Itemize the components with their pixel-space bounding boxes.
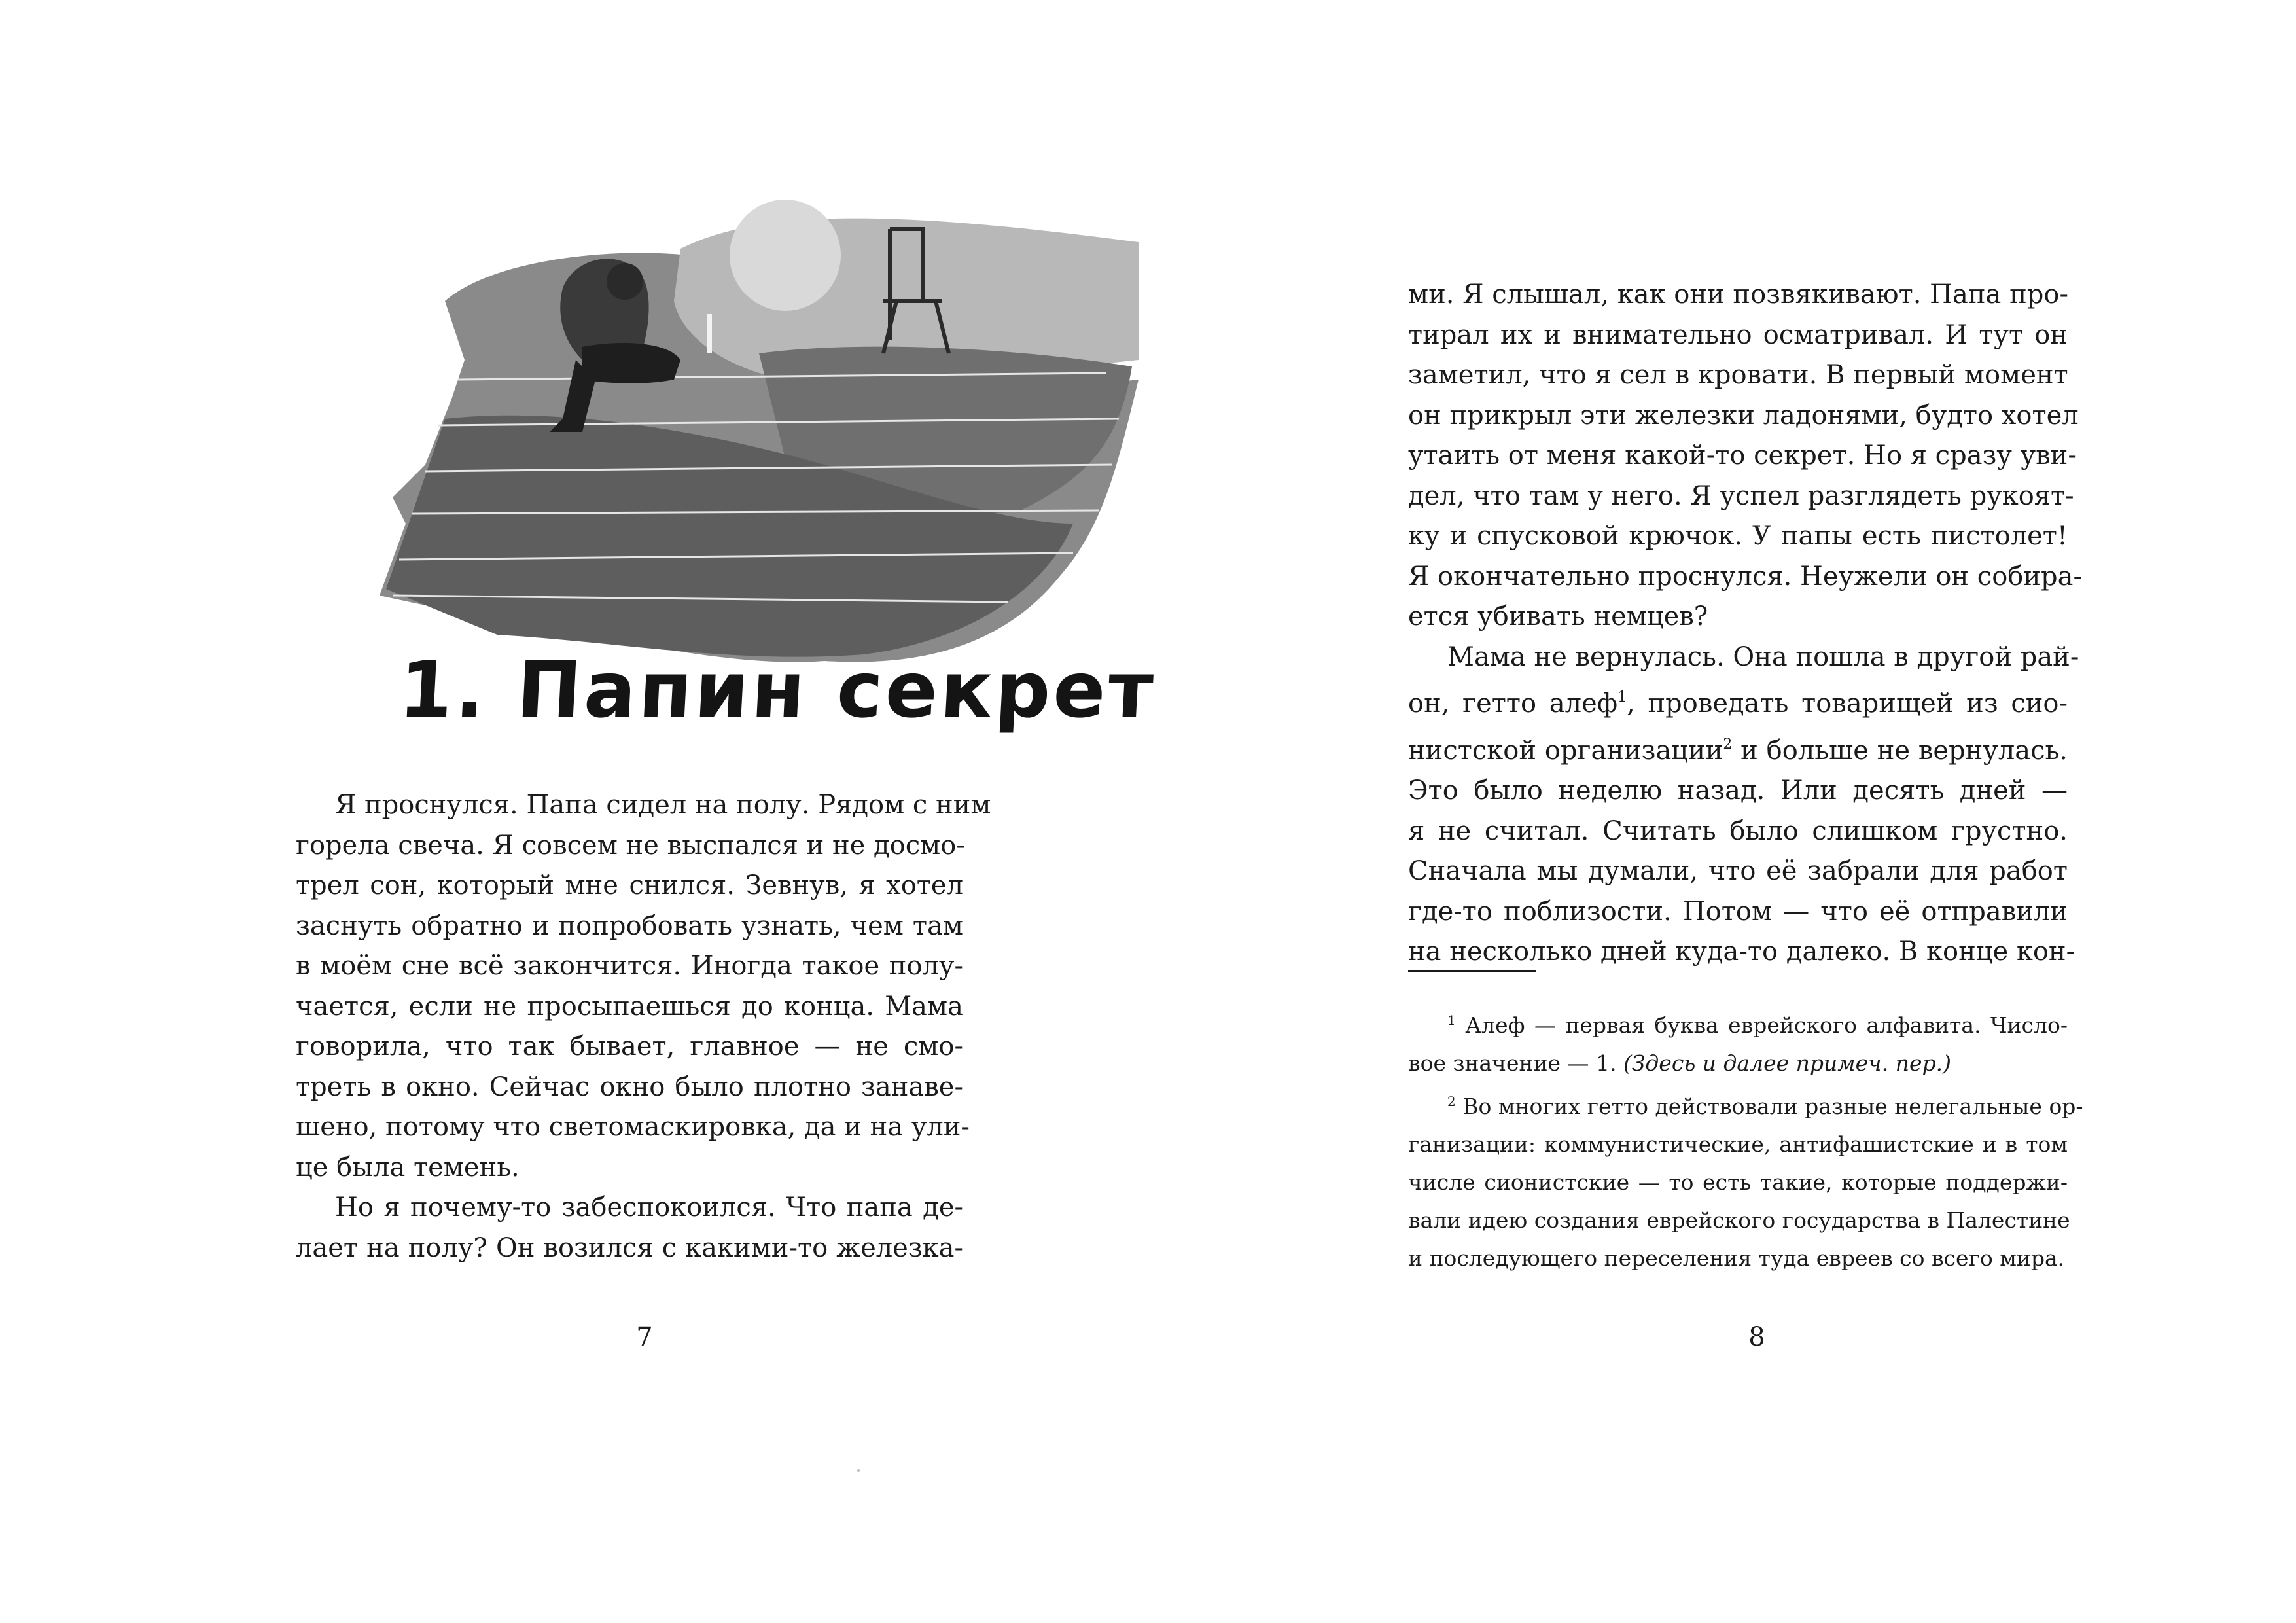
text-line: тирал их и внимательно осматривал. И тут он [1408, 319, 2068, 350]
text-line: чается, если не просыпаешься до конца. Мама [296, 991, 963, 1022]
text-segment: он, гетто алеф [1408, 688, 1618, 719]
footnote-2-line: числе сионистские — то есть такие, которые поддержи- [1408, 1169, 2068, 1195]
text-line: Я проснулся. Папа сидел на полу. Рядом с ним [335, 790, 991, 820]
footnote-text: Алеф — первая буква еврейского алфавита. Число- [1465, 1012, 2068, 1038]
footnote-divider [1408, 970, 1536, 972]
left-body-text [296, 785, 991, 1268]
text-line: Мама не вернулась. Она пошла в другой рай- [1447, 641, 2079, 672]
text-line: говорила, что так бывает, главное — не смо- [296, 1031, 963, 1061]
text-line: дел, что там у него. Я успел разглядеть рукоят- [1408, 480, 2074, 511]
text-segment: нистской организации [1408, 735, 1723, 766]
footnotes [1408, 1001, 2083, 1277]
text-line: ку и спусковой крючок. У папы есть пистолет! [1408, 521, 2068, 551]
text-segment: и больше не вернулась. [1732, 735, 2068, 766]
text-line: ется убивать немцев? [1408, 601, 1708, 632]
text-line: утаить от меня какой-то секрет. Но я сразу уви- [1408, 440, 2077, 471]
text-line [1408, 724, 2068, 772]
right-body-text [1408, 275, 2082, 972]
footnote-text: Во многих гетто действовали разные нелегальные ор- [1462, 1094, 2083, 1119]
footnote-2-line [1408, 1082, 2083, 1126]
text-line: треть в окно. Сейчас окно было плотно занаве- [296, 1071, 963, 1102]
footnote-text: вое значение — 1. [1408, 1050, 1623, 1076]
text-line: трел сон, который мне снился. Зевнув, я хотел [296, 870, 963, 901]
chapter-illustration [366, 183, 1152, 694]
page-number: 8 [1748, 1322, 1765, 1352]
text-line: заснуть обратно и попробовать узнать, чем там [296, 910, 963, 941]
footnote-2-line: и последующего переселения туда евреев со всего мира. [1408, 1245, 2065, 1271]
footnote-italic-note: (Здесь и далее примеч. пер.) [1623, 1050, 1951, 1076]
text-line: я не считал. Считать было слишком грустно. [1408, 815, 2068, 846]
text-line: шено, потому что светомаскировка, да и на ули- [296, 1112, 970, 1142]
text-line: це была темень. [296, 1152, 520, 1183]
footnote-1-line [1408, 1044, 2068, 1082]
text-line: где-то поблизости. Потом — что её отправили [1408, 896, 2068, 927]
page-number: 7 [636, 1322, 653, 1352]
print-speck [857, 1469, 860, 1472]
text-line: лает на полу? Он возился с какими-то железка- [296, 1232, 963, 1263]
footnote-1-line [1408, 1001, 2068, 1044]
text-line: Но я почему-то забеспокоился. Что папа де- [335, 1192, 963, 1222]
text-line: ми. Я слышал, как они позвякивают. Папа про- [1408, 279, 2068, 310]
text-segment: , проведать товарищей из сио- [1627, 688, 2068, 719]
text-line: Это было неделю назад. Или десять дней — [1408, 776, 2068, 806]
text-line: Я окончательно проснулся. Неужели он собира- [1408, 561, 2082, 592]
text-line: горела свеча. Я совсем не выспался и не досмо- [296, 830, 965, 861]
footnote-2-line: ганизации: коммунистические, антифашистские и в том [1408, 1132, 2068, 1157]
text-line: Сначала мы думали, что её забрали для работ [1408, 856, 2068, 886]
chapter-title: 1. Папин секрет [397, 645, 1158, 735]
text-line: заметил, что я сел в кровати. В первый момент [1408, 360, 2068, 390]
text-line: он прикрыл эти железки ладонями, будто хотел [1408, 400, 2079, 431]
footnote-ref: 1 [1617, 689, 1627, 705]
footnote-2-line: вали идею создания еврейского государства в Палестине [1408, 1207, 2070, 1233]
text-line: на несколько дней куда-то далеко. В конце кон- [1408, 936, 2075, 967]
footnote-marker: 2 [1447, 1094, 1456, 1109]
text-line [1408, 677, 2068, 724]
footnote-marker: 1 [1447, 1012, 1456, 1028]
footnote-ref: 2 [1723, 736, 1733, 753]
text-line: в моём сне всё закончится. Иногда такое полу- [296, 951, 963, 981]
